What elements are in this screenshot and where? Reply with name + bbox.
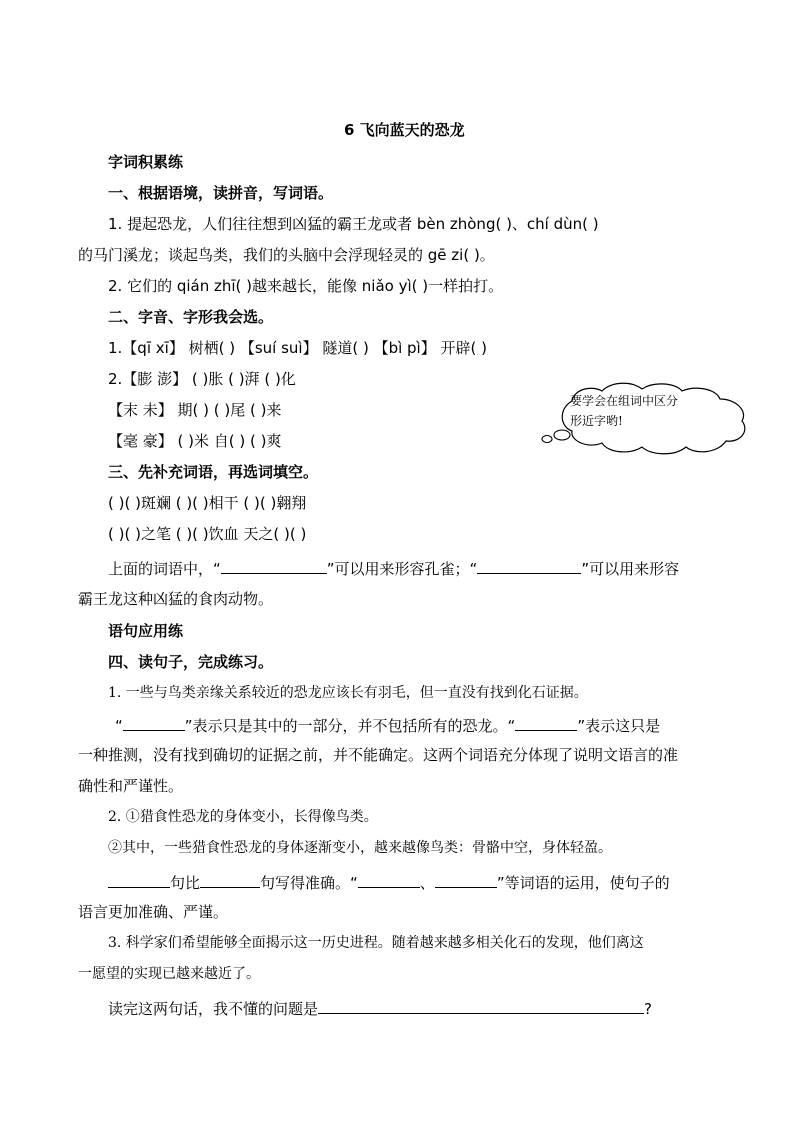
q4-fill-text-a: “ <box>115 717 123 735</box>
q3-row2: ( )( )之笔 ( )( )饮血 天之( )( ) <box>108 525 307 543</box>
q3-heading: 三、先补充词语，再选词填空。 <box>108 463 319 481</box>
q4-blank-4 <box>200 871 260 888</box>
q3-fill-line2: 霸王龙这种凶猛的食肉动物。 <box>78 590 274 608</box>
q2-item1: 1.【qī xī】 树栖( ) 【suí suì】 隧道( ) 【bì pì】 开辟( ) <box>108 339 487 357</box>
q1-item2: 2. 它们的 qián zhī( )越来越长，能像 niǎo yì( )一样拍打。 <box>108 277 504 295</box>
q4-blank-5 <box>358 871 420 888</box>
q2-item4: 【毫 豪】 ( )米 自( ) ( )爽 <box>108 432 282 450</box>
q4-item2-fill-line1 <box>108 871 670 893</box>
q4-item1: 1. 一些与鸟类亲缘关系较近的恐龙应该长有羽毛，但一直没有找到化石证据。 <box>108 685 588 701</box>
section-heading-vocab: 字词积累练 <box>108 153 184 171</box>
q3-blank-trex <box>477 557 581 574</box>
q4-item1-fill-line2: 一种推测，没有找到确切的证据之前，并不能确定。这两个词语充分体现了说明文语言的准 <box>78 746 679 764</box>
q4-fill-text-e: 句写得准确。“ <box>260 874 358 892</box>
q3-row1: ( )( )斑斓 ( )( )相干 ( )( )翱翔 <box>108 494 307 512</box>
q4-item3-line2: 一愿望的实现已越来越近了。 <box>78 966 260 982</box>
q4-heading: 四、读句子，完成练习。 <box>108 653 274 671</box>
q2-item3: 【末 未】 期( ) ( )尾 ( )来 <box>108 401 282 419</box>
q4-item3-question <box>108 997 652 1019</box>
bubble-text-line2: 形近字哟! <box>570 414 623 428</box>
q3-fill-text-c: ”可以用来形容 <box>581 560 680 578</box>
q4-blank-3 <box>108 871 170 888</box>
q4-item1-fill-line1 <box>115 714 660 736</box>
q4-fill-text-c: ”表示这只是 <box>577 717 661 735</box>
q4-question-mark: ? <box>644 1000 652 1018</box>
q4-blank-question <box>318 997 644 1014</box>
q4-item2-sentence1: 2. ①猎食性恐龙的身体变小，长得像鸟类。 <box>108 809 378 825</box>
q3-fill-text-b: ”可以用来形容孔雀；“ <box>326 560 478 578</box>
q1-heading: 一、根据语境，读拼音，写词语。 <box>108 184 334 202</box>
q4-blank-1 <box>123 714 185 731</box>
q2-heading: 二、字音、字形我会选。 <box>108 308 274 326</box>
q4-fill-text-b: ”表示只是其中的一部分，并不包括所有的恐龙。“ <box>184 717 516 735</box>
q4-blank-2 <box>515 714 577 731</box>
q3-fill-text-a: 上面的词语中，“ <box>108 560 221 578</box>
q1-item1-line2: 的马门溪龙；谈起鸟类，我们的头脑中会浮现轻灵的 gē zi( )。 <box>78 246 495 264</box>
q4-item3-line1: 3. 科学家们希望能够全面揭示这一历史进程。随着越来越多相关化石的发现，他们离这 <box>108 935 644 951</box>
q3-fill-line1 <box>108 557 679 579</box>
hint-bubble <box>540 381 756 457</box>
q3-blank-peacock <box>221 557 327 574</box>
page-title: 6 飞向蓝天的恐龙 <box>344 121 465 139</box>
bubble-text-line1: 要学会在组词中区分 <box>570 394 679 408</box>
q2-item2: 2.【膨 澎】 ( )胀 ( )湃 ( )化 <box>108 370 296 388</box>
q4-blank-6 <box>435 871 497 888</box>
q4-question-text: 读完这两句话，我不懂的问题是 <box>108 1000 319 1018</box>
section-heading-sentence: 语句应用练 <box>108 622 184 640</box>
q4-fill-text-f: 、 <box>419 874 435 892</box>
q4-item1-fill-line3: 确性和严谨性。 <box>78 777 184 795</box>
q4-item2-sentence2: ②其中，一些猎食性恐龙的身体逐渐变小，越来越像鸟类：骨骼中空，身体轻盈。 <box>108 840 612 856</box>
q1-item1-line1: 1. 提起恐龙，人们往往想到凶猛的霸王龙或者 bèn zhòng( )、chí dùn( ) <box>108 215 599 233</box>
q4-item2-fill-line2: 语言更加准确、严谨。 <box>78 903 229 921</box>
q4-fill-text-d: 句比 <box>170 874 201 892</box>
q4-fill-text-g: ”等词语的运用，使句子的 <box>496 874 670 892</box>
